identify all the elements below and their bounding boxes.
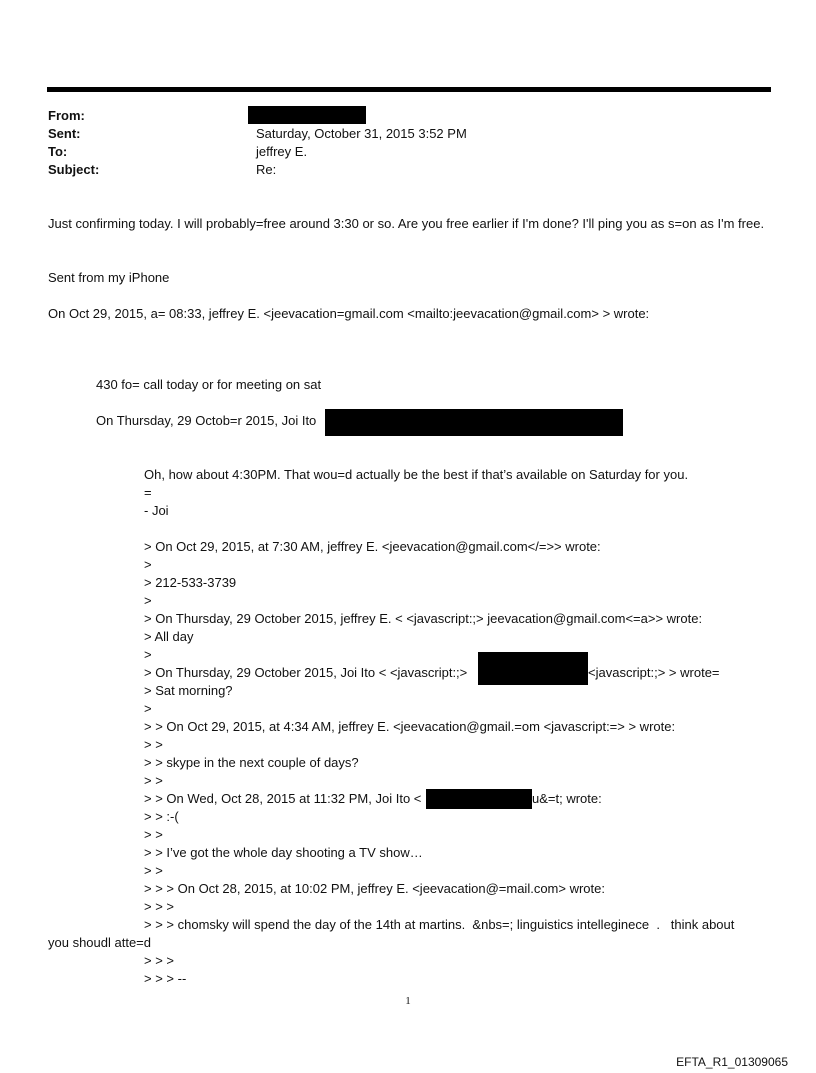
quoted-line: > > [144, 827, 163, 842]
quoted-line-tail: <javascript:;> > wrote= [588, 665, 720, 680]
quoted-line: > > > On Oct 28, 2015, at 10:02 PM, jeffrey E. <jeevacation@=mail.com> wrote: [144, 881, 605, 896]
quoted-line: > [144, 647, 152, 662]
to-label: To: [48, 144, 68, 159]
quoted-line: > [144, 593, 152, 608]
quoted-line: > > skype in the next couple of days? [144, 755, 359, 770]
page-number: 1 [405, 995, 411, 1007]
document-id: EFTA_R1_01309065 [676, 1055, 788, 1069]
quoted-line: > > [144, 773, 163, 788]
sent-value: Saturday, October 31, 2015 3:52 PM [256, 126, 467, 141]
quoted-line-tail: u&=t; wrote: [532, 791, 602, 806]
quoted-line: > On Thursday, 29 October 2015, Joi Ito < <javascript:;> [144, 665, 468, 680]
quoted-line: > > On Oct 29, 2015, at 4:34 AM, jeffrey E. <jeevacation@gmail.=om <javascript:=> > wrote: [144, 719, 676, 734]
quoted-line: > > [144, 737, 163, 752]
quoted-line: 430 fo= call today or for meeting on sat [96, 377, 322, 392]
body-paragraph: Just confirming today. I will probably=free around 3:30 or so. Are you free earlier if I'm done? I'll ping you as s=on as I'm free. [48, 216, 765, 231]
quoted-line: > All day [144, 629, 194, 644]
quoted-line: > > > chomsky will spend the day of the 14th at martins. &nbs=; linguistics intelleginece . think about [144, 917, 735, 932]
from-label: From: [48, 108, 85, 123]
quoted-line: > Sat morning? [144, 683, 233, 698]
to-value: jeffrey E. [256, 144, 308, 159]
quoted-line: > > On Wed, Oct 28, 2015 at 11:32 PM, Joi Ito < [144, 791, 422, 806]
redaction-email-joi [325, 409, 623, 436]
quoted-line: > [144, 557, 152, 572]
quoted-line: > > > [144, 953, 174, 968]
quoted-line: = [144, 485, 152, 500]
quoted-attribution: On Thursday, 29 Octob=r 2015, Joi Ito [96, 413, 317, 428]
redaction-email-2 [478, 652, 588, 685]
subject-label: Subject: [48, 162, 100, 177]
sent-label: Sent: [48, 126, 81, 141]
quoted-line: > > [144, 863, 163, 878]
quoted-line: > On Thursday, 29 October 2015, jeffrey E. < <javascript:;> jeevacation@gmail.com<=a>> wrote: [144, 611, 703, 626]
quoted-line: > 212-533-3739 [144, 575, 237, 590]
quote-intro: On Oct 29, 2015, a= 08:33, jeffrey E. <jeevacation=gmail.com <mailto:jeevacation@gmail.com> > wrote: [48, 306, 650, 321]
quoted-line: > On Oct 29, 2015, at 7:30 AM, jeffrey E. <jeevacation@gmail.com</=>> wrote: [144, 539, 601, 554]
quoted-line: > > :-( [144, 809, 179, 824]
signature-line: Sent from my iPhone [48, 270, 170, 285]
header-rule [47, 87, 771, 92]
quoted-line: - Joi [144, 503, 169, 518]
quoted-line-wrap: you shoudl atte=d [48, 935, 151, 950]
redaction-email-3 [426, 789, 532, 809]
subject-value: Re: [256, 162, 277, 177]
redaction-from [248, 106, 366, 124]
quoted-line: > [144, 701, 152, 716]
quoted-line: > > > [144, 899, 174, 914]
quoted-line: Oh, how about 4:30PM. That wou=d actually be the best if that’s available on Saturday for you. [144, 467, 689, 482]
quoted-line: > > > -- [144, 971, 187, 986]
quoted-line: > > I’ve got the whole day shooting a TV show… [144, 845, 423, 860]
